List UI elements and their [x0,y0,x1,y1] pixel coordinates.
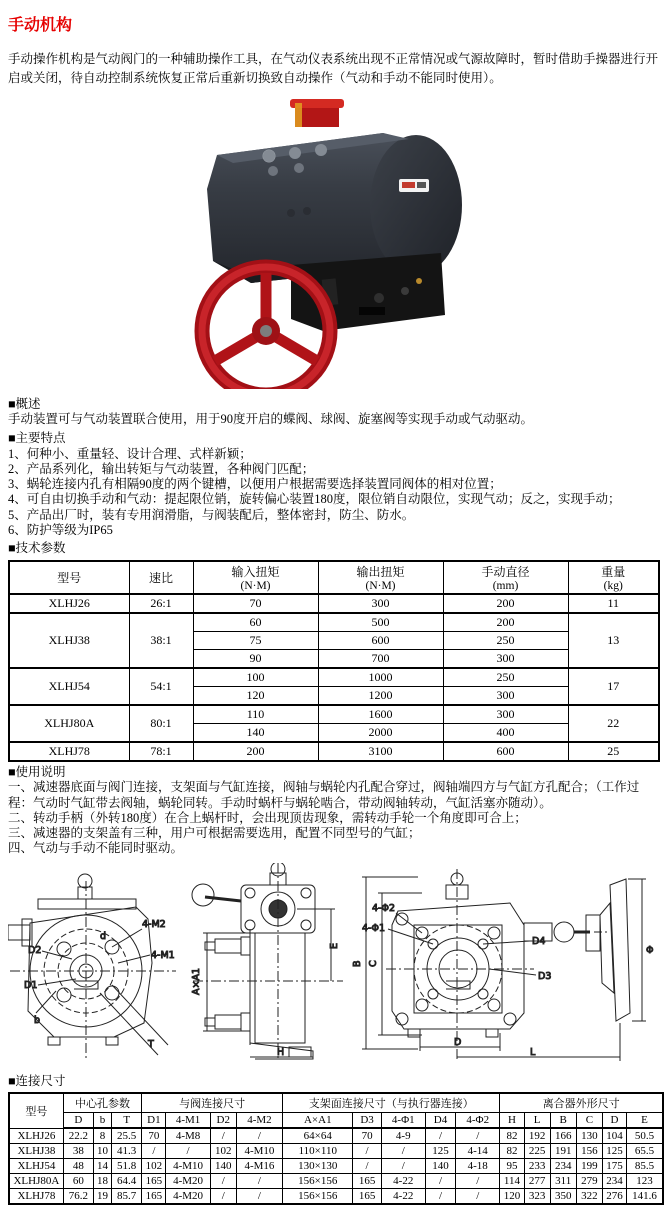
feature-item: 6、防护等级为IP65 [8,522,113,537]
engineering-drawings [8,863,664,1068]
table-row: XLHJ38 38:1 60 500 200 13 [9,613,659,632]
dims-group-header-row [9,1093,663,1113]
section-tech-label: ■技术参数 [8,541,66,556]
handwheel [202,267,330,389]
table-row: XLHJ38 38 10 41.3 / / 102 4-M10 110×110 / / 125 4-14 82 225 191 156 125 65.5 [9,1144,663,1159]
col-input-torque: 输入扭矩 (N·M) [193,561,318,594]
dim-label-4m1: 4-M1 [151,949,175,961]
col-output-torque: 输出扭矩 (N·M) [318,561,443,594]
table-row: XLHJ54 48 14 51.8 102 4-M10 140 4-M16 130×130 / / 140 4-18 95 233 234 199 175 85.5 [9,1159,663,1174]
dim-label-4m2: 4-M2 [142,918,166,930]
table-row: 75 600 250 [9,631,659,649]
tech-header-row [9,561,659,594]
table-row: XLHJ80A 80:1 110 1600 300 22 [9,705,659,724]
dim-label-d: D [454,1036,462,1048]
dim-label-4phi1: 4-Φ1 [362,922,385,934]
table-row: XLHJ80A 60 18 64.4 165 4-M20 / / 156×156 165 4-22 / / 114 277 311 279 234 123 [9,1174,663,1189]
feature-item: 2、产品系列化，输出转矩与气动装置，各种阀门匹配； [8,461,315,476]
table-row: 90 700 300 [9,649,659,668]
table-row: XLHJ26 22.2 8 25.5 70 4-M8 / / 64×64 70 4-9 / / 82 192 166 130 104 50.5 [9,1128,663,1144]
col-weight: 重量 (kg) [568,561,659,594]
dim-label-l: L [530,1046,536,1058]
dim-label-c: C [368,959,379,967]
tech-params-table [8,560,660,762]
section-overview-label: ■概述 [8,396,41,411]
feature-item: 1、何种小、重量轻、设计合理、式样新颖； [8,446,252,461]
group-clutch-outline: 离合器外形尺寸 [500,1093,663,1113]
table-row: XLHJ78 76.2 19 85.7 165 4-M20 / / 156×156 165 4-22 / / 120 323 350 322 276 141.6 [9,1189,663,1205]
features-list [8,447,657,539]
group-bracket-connection: 支架面连接尺寸（与执行器连接） [283,1093,500,1113]
section-dims-label: ■连接尺寸 [8,1073,66,1088]
usage-item: 一、减速器底面与阀门连接，支架面与气缸连接，阀轴与蜗轮内孔配合穿过，阀轴端四方与气缸方孔配合；（工作过程：气动时气缸带去阀轴，蜗轮同转。手动时蜗杆与蜗轮啮合，带动阀轴转动，气缸活塞亦随动）。 [8,780,640,810]
actuator-top-knob [290,99,344,127]
product-photo [8,93,658,394]
intro-paragraph: 手动操作机构是气动阀门的一种辅助操作工具，在气动仪表系统出现不正常情况或气源故障时，暂时借助手操器进行开启或关闭，待自动控制系统恢复正常后重新切换致自动操作（气动和手动不能同时使用）。 [8,52,659,86]
dim-label-phi: Φ [646,944,654,956]
feature-item: 4、可自由切换手动和气动：提起限位销，旋转偏心装置180度，限位销自动限位，实现气动；反之，实现手动； [8,492,621,507]
dim-label-t: T [148,1038,154,1050]
usage-list [8,780,657,856]
group-center-hole: 中心孔参数 [63,1093,141,1113]
dims-sub-header-row: D b T D1 4-M1 D2 4-M2 A×A1 D3 4-Φ1 D4 4-Φ2 H L B C D E [9,1113,663,1129]
table-row: XLHJ54 54:1 100 1000 250 17 [9,668,659,687]
table-row: XLHJ78 78:1 200 3100 600 25 [9,742,659,761]
pneumatic-actuator-handwheel-image [173,93,493,389]
dim-label-d4: D4 [532,935,546,947]
feature-item: 5、产品出厂时，装有专用润滑脂，与阀装配后，整体密封，防尘、防水。 [8,507,415,522]
page-title: 手动机构 [8,15,73,34]
group-valve-connection: 与阀连接尺寸 [142,1093,283,1113]
table-row: XLHJ26 26:1 70 300 200 11 [9,594,659,613]
dim-label-axa1: A×A1 [191,967,202,995]
table-row: 140 2000 400 [9,723,659,742]
connection-dims-table [8,1092,664,1205]
usage-item: 三、减速器的支架盖有三种，用户可根据需要选用，配置不同型号的气缸； [8,826,421,841]
table-row: 120 1200 300 [9,686,659,705]
dim-label-d3: D3 [538,970,552,982]
dim-label-d1: D1 [24,979,38,991]
col-model: 型号 [9,1093,63,1128]
dim-label-d2: D2 [28,944,42,956]
drawing-side-view [191,863,343,1059]
drawing-front-view [8,874,176,1059]
usage-item: 二、转动手柄（外转180度）在合上蜗杆时，会出现顶齿现象，需转动手轮一个角度即可合上； [8,810,527,825]
col-manual-diameter: 手动直径 (mm) [443,561,568,594]
dim-label-d: d [100,930,107,942]
section-usage-label: ■使用说明 [8,764,66,779]
usage-item: 四、气动与手动不能同时驱动。 [8,841,184,856]
overview-text: 手动装置可与气动装置联合使用，用于90度开启的蝶阀、球阀、旋塞阀等实现手动或气动驱动。 [8,412,534,427]
drawing-actuator-front-view [352,869,653,1061]
dim-label-b: b [34,1014,41,1026]
col-model: 型号 [9,561,129,594]
section-features-label: ■主要特点 [8,431,66,445]
feature-item: 3、蜗轮连接内孔有相隔90度的两个键槽，以便用户根据需要选择装置同阀体的相对位置； [8,477,502,492]
dim-label-h: H [277,1046,285,1058]
dim-label-4phi2: 4-Φ2 [372,902,395,914]
dim-label-e: E [329,942,340,949]
dim-label-b: B [352,960,363,967]
col-ratio: 速比 [129,561,193,594]
